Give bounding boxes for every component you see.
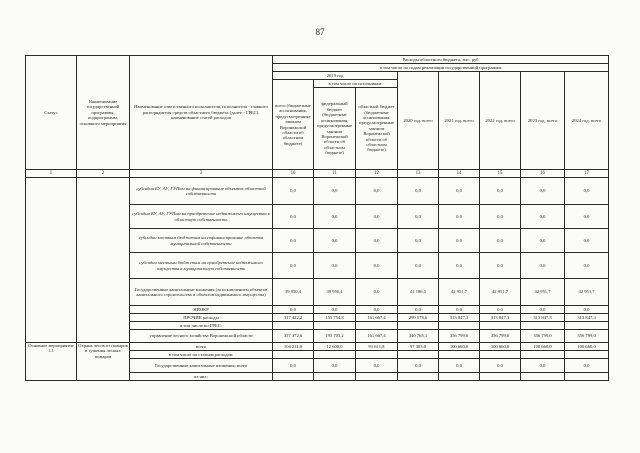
value-cell: 104 211,8 — [273, 343, 314, 351]
value-cell: 100 660,0 — [439, 343, 480, 351]
row-description: в том числе по статьям расходов: — [130, 351, 273, 359]
value-cell: 0,0 — [314, 229, 356, 253]
value-cell: 313 847,3 — [565, 314, 609, 322]
value-cell: 100 660,0 — [521, 343, 565, 351]
value-cell: 0,0 — [521, 359, 565, 373]
value-cell: 0,0 — [356, 253, 398, 279]
header-2024: 2024 год, всего — [565, 72, 609, 170]
value-cell — [398, 373, 439, 381]
table-row — [26, 178, 609, 205]
value-cell — [439, 351, 480, 359]
value-cell — [273, 322, 314, 330]
value-cell: 0,0 — [314, 359, 356, 373]
value-cell — [314, 373, 356, 381]
value-cell: 0,0 — [480, 359, 521, 373]
value-cell — [398, 322, 439, 330]
value-cell: 42 951,7 — [565, 279, 609, 306]
value-cell: 0,0 — [521, 253, 565, 279]
value-cell: 0,0 — [314, 306, 356, 314]
value-cell: 0,0 — [398, 253, 439, 279]
value-cell: 317 422,2 — [273, 314, 314, 322]
value-cell — [314, 322, 356, 330]
header-2021: 2021 год, всего — [439, 72, 480, 170]
value-cell: 0,0 — [273, 306, 314, 314]
value-cell: 0,0 — [439, 306, 480, 314]
col-index: 12 — [356, 170, 398, 178]
header-2022: 2022 год, всего — [480, 72, 521, 170]
value-cell: 41 186,5 — [398, 279, 439, 306]
value-cell: 100 660,0 — [480, 343, 521, 351]
col-index: 11 — [314, 170, 356, 178]
row-description: Государственные капитальные вложения, всего — [130, 359, 273, 373]
value-cell: 0,0 — [439, 205, 480, 229]
value-cell — [521, 351, 565, 359]
value-cell — [565, 322, 609, 330]
value-cell: 313 847,3 — [480, 314, 521, 322]
value-cell: 97 303,0 — [398, 343, 439, 351]
value-cell: 42 951,7 — [439, 279, 480, 306]
program-cell — [77, 178, 130, 343]
value-cell: 356 799,0 — [565, 330, 609, 343]
col-index: 15 — [480, 170, 521, 178]
measure-status: Основное мероприятие 1.1 — [26, 343, 77, 381]
row-description: в том числе по ГРБС: — [130, 322, 273, 330]
page-number: 87 — [315, 27, 325, 37]
value-cell: 0,0 — [439, 229, 480, 253]
value-cell: 313 847,3 — [521, 314, 565, 322]
value-cell: 155 754,8 — [314, 314, 356, 322]
value-cell — [356, 351, 398, 359]
value-cell: 0,0 — [356, 306, 398, 314]
value-cell: 0,0 — [521, 229, 565, 253]
value-cell: 0,0 — [273, 178, 314, 205]
value-cell: 0,0 — [398, 205, 439, 229]
value-cell: 0,0 — [521, 178, 565, 205]
value-cell: 0,0 — [521, 306, 565, 314]
value-cell: 0,0 — [398, 359, 439, 373]
value-cell: 0,0 — [356, 205, 398, 229]
header-total-2019: всего (бюджетные ассигнования, предусмотренные законом Воронежской области об областном бюджете) — [273, 80, 314, 170]
row-description: ПРОЧИЕ расходы — [130, 314, 273, 322]
header-2020: 2020 год, всего — [398, 72, 439, 170]
row-description: субсидии местным бюджетам на софинансирование объектов муниципальной собственности — [130, 229, 273, 253]
value-cell: 356 799,0 — [521, 330, 565, 343]
header-expenses: Расходы областного бюджета, тыс. руб — [273, 56, 609, 64]
value-cell: 0,0 — [480, 178, 521, 205]
value-cell: 0,0 — [480, 306, 521, 314]
header-status: Статус — [26, 56, 77, 170]
value-cell: 12 600,0 — [314, 343, 356, 351]
value-cell — [439, 322, 480, 330]
value-cell — [521, 322, 565, 330]
value-cell — [565, 373, 609, 381]
table-row — [26, 343, 609, 351]
header-program: Наименование государственной программы, подпрограммы, основного мероприятия — [77, 56, 130, 170]
col-index: 16 — [521, 170, 565, 178]
value-cell — [439, 373, 480, 381]
header-year-2019: 2019 год — [273, 72, 398, 80]
value-cell — [314, 351, 356, 359]
value-cell: 0,0 — [565, 306, 609, 314]
value-cell: 357 372,6 — [273, 330, 314, 343]
value-cell: 161 667,4 — [356, 330, 398, 343]
value-cell: 42 951,7 — [480, 279, 521, 306]
value-cell: 356 799,0 — [439, 330, 480, 343]
value-cell: 0,0 — [480, 205, 521, 229]
col-index: 2 — [77, 170, 130, 178]
value-cell: 0,0 — [565, 229, 609, 253]
header-federal: федеральный бюджет (бюджетные ассигнования, предусмотренные законом Воронежской области об областном бюджете) — [314, 88, 356, 170]
table-body — [26, 178, 609, 381]
value-cell: 0,0 — [565, 205, 609, 229]
value-cell — [480, 373, 521, 381]
col-index: 14 — [439, 170, 480, 178]
value-cell: 0,0 — [273, 205, 314, 229]
header-2023: 2023 год, всего — [521, 72, 565, 170]
row-description: Государственные капитальные вложения (за исключением объектов капитального строительства и объектов недвижимого имущества) — [130, 279, 273, 306]
value-cell — [356, 322, 398, 330]
value-cell: 340 765,1 — [398, 330, 439, 343]
value-cell: 39 950,4 — [273, 279, 314, 306]
value-cell: 0,0 — [356, 279, 398, 306]
value-cell: 0,0 — [314, 205, 356, 229]
value-cell: 0,0 — [565, 178, 609, 205]
value-cell — [356, 373, 398, 381]
value-cell: 0,0 — [398, 178, 439, 205]
value-cell: 0,0 — [356, 178, 398, 205]
value-cell — [398, 351, 439, 359]
value-cell: 161 667,4 — [356, 314, 398, 322]
value-cell — [565, 351, 609, 359]
value-cell: 91 611,8 — [356, 343, 398, 351]
row-description: из них: — [130, 373, 273, 381]
value-cell: 0,0 — [273, 229, 314, 253]
value-cell: 0,0 — [565, 253, 609, 279]
value-cell: 0,0 — [521, 205, 565, 229]
value-cell: 0,0 — [480, 229, 521, 253]
measure-program: Охрана лесов от пожаров в тушения лесных пожаров — [77, 343, 130, 381]
value-cell: 195 705,2 — [314, 330, 356, 343]
value-cell: 356 799,0 — [480, 330, 521, 343]
value-cell: 299 578,6 — [398, 314, 439, 322]
value-cell: 0,0 — [480, 253, 521, 279]
value-cell: 42 951,7 — [521, 279, 565, 306]
value-cell: 0,0 — [565, 359, 609, 373]
value-cell: 0,0 — [439, 253, 480, 279]
row-description: управление лесного хозяйства Воронежской области — [130, 330, 273, 343]
value-cell: 0,0 — [314, 178, 356, 205]
header-by-years: в том числе по годам реализации государственной программы — [273, 64, 609, 72]
value-cell: 0,0 — [439, 359, 480, 373]
col-index: 10 — [273, 170, 314, 178]
value-cell: 100 660,0 — [565, 343, 609, 351]
row-description: субсидии БУ, АУ, ГУПам на финансирование объектов областной собственности — [130, 178, 273, 205]
col-index: 13 — [398, 170, 439, 178]
value-cell — [480, 351, 521, 359]
status-cell — [26, 178, 77, 343]
row-description: субсидии БУ, АУ, ГУПам на приобретение недвижимого имущества в областную собственность — [130, 205, 273, 229]
header-regional: областной бюджет (бюджетные ассигнования, предусмотренные законом Воронежской области об областном бюджете) — [356, 88, 398, 170]
value-cell: 39 950,4 — [314, 279, 356, 306]
value-cell: 0,0 — [356, 229, 398, 253]
value-cell: 0,0 — [356, 359, 398, 373]
col-index: 3 — [130, 170, 273, 178]
col-index: 17 — [565, 170, 609, 178]
row-description: всего — [130, 343, 273, 351]
value-cell — [273, 351, 314, 359]
header-sources: в том числе по источникам: — [314, 80, 398, 88]
value-cell — [480, 322, 521, 330]
value-cell: 313 847,3 — [439, 314, 480, 322]
value-cell — [273, 373, 314, 381]
value-cell: 0,0 — [273, 253, 314, 279]
row-description: НИОКР — [130, 306, 273, 314]
value-cell: 0,0 — [314, 253, 356, 279]
value-cell: 0,0 — [273, 359, 314, 373]
header-executor: Наименование ответственного исполнителя, исполнителя - главного распорядителя средств областного бюджета (далее - ГРБС), наименование статей расходов — [130, 56, 273, 170]
value-cell: 0,0 — [439, 178, 480, 205]
value-cell: 0,0 — [398, 306, 439, 314]
row-description: субсидии местным бюджетам на приобретение недвижимого имущества в муниципальную собственность — [130, 253, 273, 279]
budget-table — [25, 55, 609, 381]
col-index: 1 — [26, 170, 77, 178]
value-cell: 0,0 — [398, 229, 439, 253]
value-cell — [521, 373, 565, 381]
